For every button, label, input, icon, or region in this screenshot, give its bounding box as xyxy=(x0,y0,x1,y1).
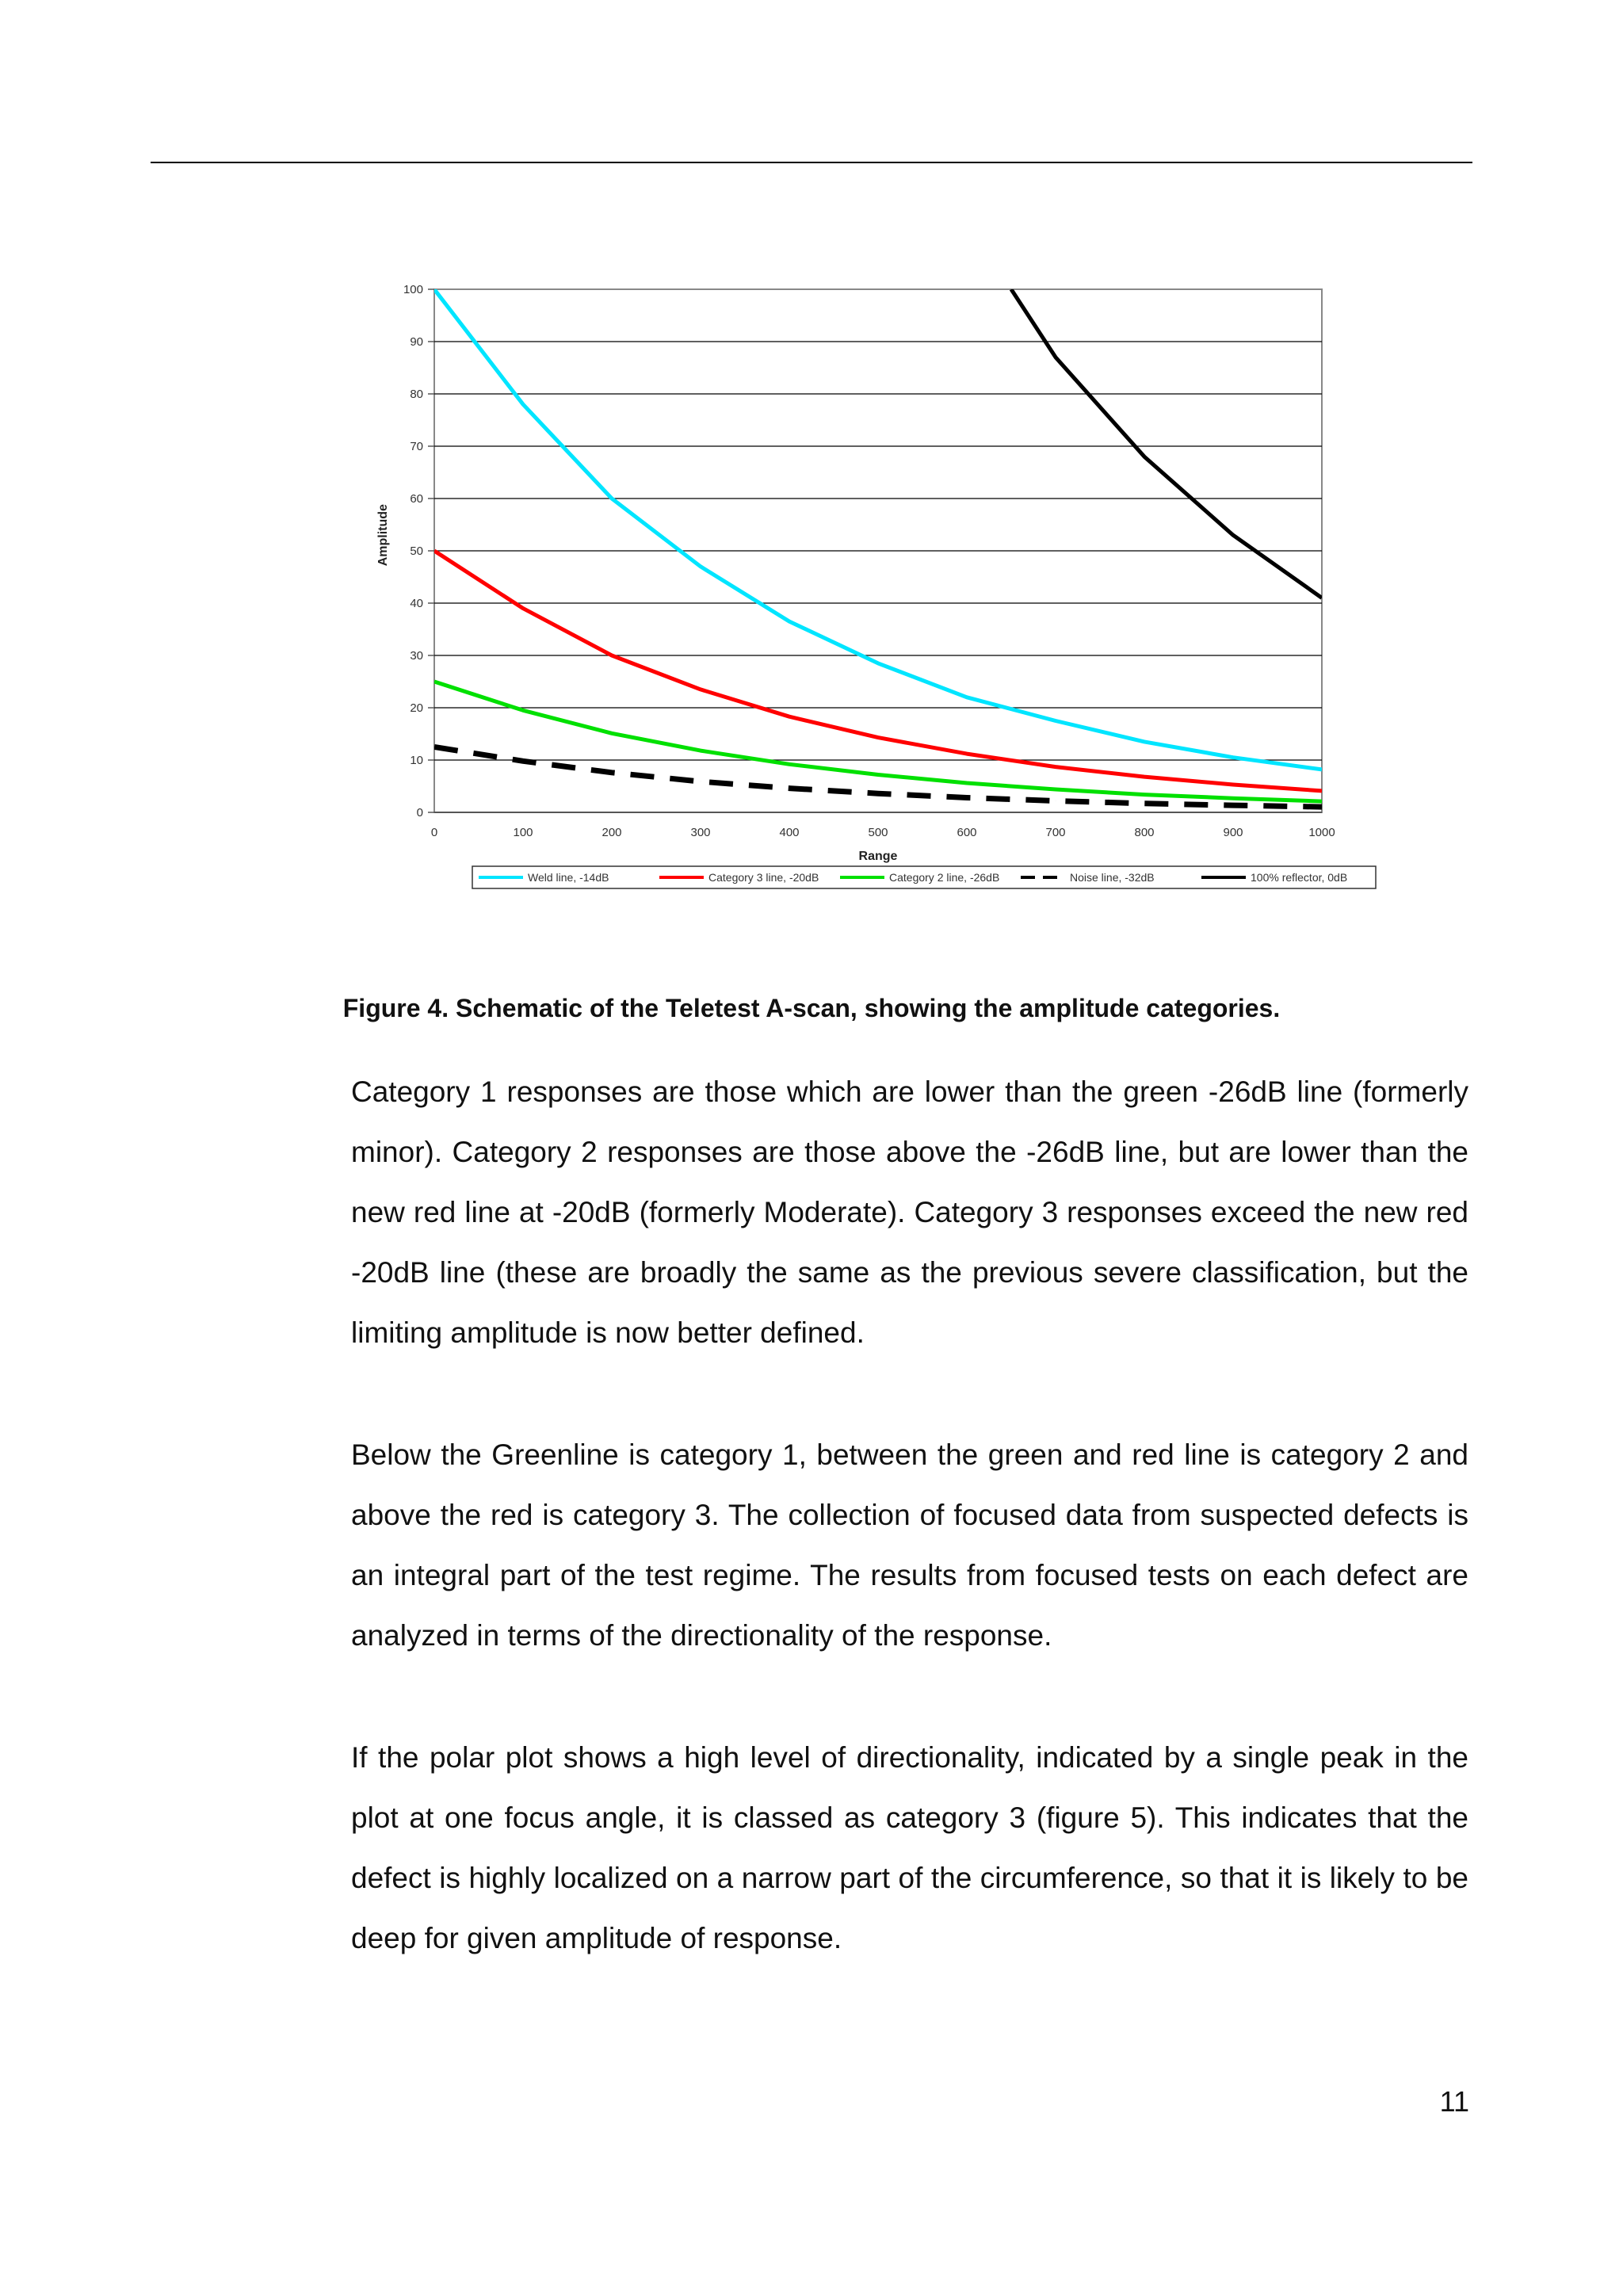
series-3-point xyxy=(877,774,880,776)
paragraph-text: Category 1 responses are those which are lower than the green -26dB line (formerly minor). Category 2 responses are those above the -26dB line, but are lower than the new red line at -20dB (formerly Moderate). Category 3 responses exceed the new red -20dB line (these are broadly the same as the previous severe classification, but the limiting amplitude is now better defined. xyxy=(351,1075,1468,1349)
x-tick-label: 200 xyxy=(601,826,622,839)
series-1-point xyxy=(1321,768,1323,770)
series-4-point xyxy=(966,797,968,799)
series-3-point xyxy=(611,732,613,735)
series-4-point xyxy=(1144,802,1146,804)
series-3-point xyxy=(966,782,968,785)
paragraph-3 xyxy=(351,1728,1468,1969)
legend-label-4: Noise line, -32dB xyxy=(1070,871,1155,884)
legend-label-5: 100% reflector, 0dB xyxy=(1251,871,1348,884)
header-rule xyxy=(151,162,1472,163)
series-4-point xyxy=(1055,800,1057,802)
series-3-point xyxy=(700,750,702,752)
legend-label-2: Category 3 line, -20dB xyxy=(708,871,819,884)
series-1-point xyxy=(433,288,436,291)
series-3-point xyxy=(1321,800,1323,803)
series-5-point xyxy=(1055,356,1057,358)
series-3-point xyxy=(1144,793,1146,796)
legend-label-3: Category 2 line, -26dB xyxy=(889,871,1000,884)
series-2-point xyxy=(1055,766,1057,768)
series-5-point xyxy=(1232,534,1235,537)
paragraph-text: If the polar plot shows a high level of directionality, indicated by a single peak in the plot at one focus angle, it is classed as category 3 (figure 5). This indicates that the defect is highly localized on a narrow part of the circumference, so that it is likely to be deep for given amplitude of response. xyxy=(351,1741,1468,1954)
series-4-point xyxy=(789,787,791,789)
series-4-point xyxy=(1321,806,1323,808)
series-4-point xyxy=(433,746,436,748)
series-1-point xyxy=(877,662,880,664)
series-1-point xyxy=(1055,720,1057,722)
series-3-point xyxy=(1055,788,1057,790)
series-4-point xyxy=(877,793,880,795)
series-1-point xyxy=(700,565,702,567)
y-tick-label: 90 xyxy=(410,335,423,349)
x-tick-label: 700 xyxy=(1045,826,1066,839)
x-axis-title: Range xyxy=(858,850,898,863)
series-2-point xyxy=(611,655,613,657)
y-tick-label: 100 xyxy=(403,283,423,296)
y-tick-label: 10 xyxy=(410,754,423,767)
series-2-point xyxy=(966,753,968,755)
series-5-point xyxy=(1144,456,1146,458)
series-2-point xyxy=(1321,789,1323,792)
series-3-point xyxy=(522,709,525,712)
series-1-point xyxy=(611,498,613,500)
series-1-point xyxy=(522,403,525,406)
series-5-point xyxy=(1010,288,1013,291)
a-scan-figure xyxy=(372,281,1426,915)
x-tick-label: 0 xyxy=(430,826,438,839)
y-tick-label: 20 xyxy=(410,701,423,715)
y-tick-label: 50 xyxy=(410,544,423,558)
series-4-point xyxy=(522,760,525,762)
series-2-point xyxy=(433,550,436,552)
y-tick-label: 80 xyxy=(410,388,423,401)
series-2-point xyxy=(700,688,702,690)
y-tick-label: 60 xyxy=(410,492,423,506)
paragraph-text: Below the Greenline is category 1, between the green and red line is category 2 and above the red is category 3. The collection of focused data from suspected defects is an integral part of the test regime. The results from focused tests on each defect are analyzed in terms of the directionality of the response. xyxy=(351,1438,1468,1652)
page-number: 11 xyxy=(1439,2085,1469,2118)
series-1-point xyxy=(1232,756,1235,758)
series-1-point xyxy=(789,621,791,623)
y-tick-label: 70 xyxy=(410,440,423,453)
series-3-point xyxy=(789,763,791,766)
series-1-point xyxy=(966,696,968,698)
series-3-point xyxy=(1232,797,1235,800)
series-4-point xyxy=(1232,804,1235,807)
y-axis-title: Amplitude xyxy=(376,504,390,567)
legend-label-1: Weld line, -14dB xyxy=(528,871,609,884)
x-tick-label: 400 xyxy=(779,826,800,839)
series-5-point xyxy=(1321,597,1323,599)
x-tick-label: 1000 xyxy=(1308,826,1335,839)
x-tick-label: 300 xyxy=(690,826,711,839)
y-tick-label: 30 xyxy=(410,649,423,663)
a-scan-chart xyxy=(372,281,1426,915)
x-tick-label: 500 xyxy=(868,826,888,839)
x-tick-label: 800 xyxy=(1134,826,1155,839)
y-tick-label: 0 xyxy=(416,806,423,819)
x-tick-label: 100 xyxy=(513,826,533,839)
series-1-point xyxy=(1144,740,1146,743)
series-4-point xyxy=(611,771,613,774)
series-2-point xyxy=(789,716,791,718)
paragraph-2 xyxy=(351,1425,1468,1666)
series-2-point xyxy=(1144,776,1146,778)
series-2-point xyxy=(877,736,880,739)
x-tick-label: 600 xyxy=(957,826,977,839)
x-tick-label: 900 xyxy=(1223,826,1243,839)
y-tick-label: 40 xyxy=(410,597,423,610)
series-3-point xyxy=(433,681,436,683)
paragraph-1 xyxy=(351,1062,1468,1363)
series-2-point xyxy=(522,607,525,609)
series-2-point xyxy=(1232,784,1235,786)
figure-caption: Figure 4. Schematic of the Teletest A-scan, showing the amplitude categories. xyxy=(342,994,1281,1022)
series-4-point xyxy=(700,781,702,783)
